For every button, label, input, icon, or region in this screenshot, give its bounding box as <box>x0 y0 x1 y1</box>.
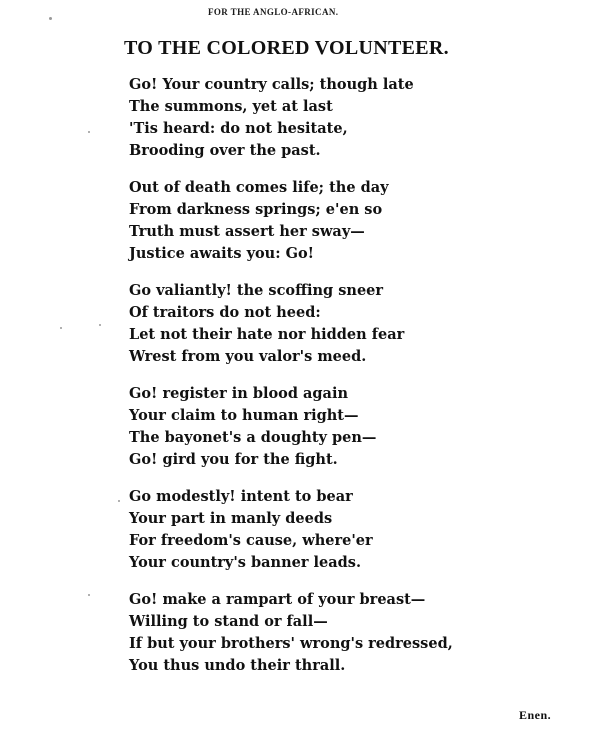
poem-line: Your country's banner leads. <box>129 554 361 571</box>
poem-line: The bayonet's a doughty pen— <box>129 429 377 446</box>
stanza <box>129 383 569 471</box>
poem-line: If but your brothers' wrong's redressed, <box>129 635 453 652</box>
poem-line: Willing to stand or fall— <box>129 613 328 630</box>
poem-line: Go modestly! intent to bear <box>129 488 353 505</box>
poem-line: Wrest from you valor's meed. <box>129 348 367 365</box>
author-signature: Enen. <box>519 708 552 722</box>
poem-line: Your claim to human right— <box>129 407 359 424</box>
poem-line: The summons, yet at last <box>129 98 333 115</box>
poem-line: For freedom's cause, where'er <box>129 532 373 549</box>
poem-line: Your part in manly deeds <box>129 510 333 527</box>
poem-line: Let not their hate nor hidden fear <box>129 326 405 343</box>
poem-line: Truth must assert her sway— <box>129 223 365 240</box>
poem-line: Go! register in blood again <box>129 385 349 402</box>
kicker-heading: FOR THE ANGLO-AFRICAN. <box>208 7 339 17</box>
stanza <box>129 74 569 162</box>
stanza <box>129 486 569 574</box>
poem-body <box>129 74 569 692</box>
stanza <box>129 589 569 677</box>
poem-title: TO THE COLORED VOLUNTEER. <box>124 37 449 59</box>
poem-line: 'Tis heard: do not hesitate, <box>129 120 348 137</box>
print-speck <box>88 131 90 133</box>
poem-line: Go! make a rampart of your breast— <box>129 591 426 608</box>
stanza <box>129 177 569 265</box>
poem-line: Out of death comes life; the day <box>129 179 389 196</box>
print-speck <box>118 500 120 502</box>
poem-line: From darkness springs; e'en so <box>129 201 383 218</box>
poem-line: You thus undo their thrall. <box>129 657 346 674</box>
poem-line: Go! Your country calls; though late <box>129 76 414 93</box>
poem-line: Justice awaits you: Go! <box>129 245 315 262</box>
poem-line: Go valiantly! the scoffing sneer <box>129 282 384 299</box>
poem-line: Of traitors do not heed: <box>129 304 321 321</box>
print-speck <box>60 327 62 329</box>
print-speck <box>49 17 52 20</box>
print-speck <box>88 594 90 596</box>
poem-line: Brooding over the past. <box>129 142 321 159</box>
poem-line: Go! gird you for the fight. <box>129 451 338 468</box>
stanza <box>129 280 569 368</box>
print-speck <box>99 324 101 326</box>
